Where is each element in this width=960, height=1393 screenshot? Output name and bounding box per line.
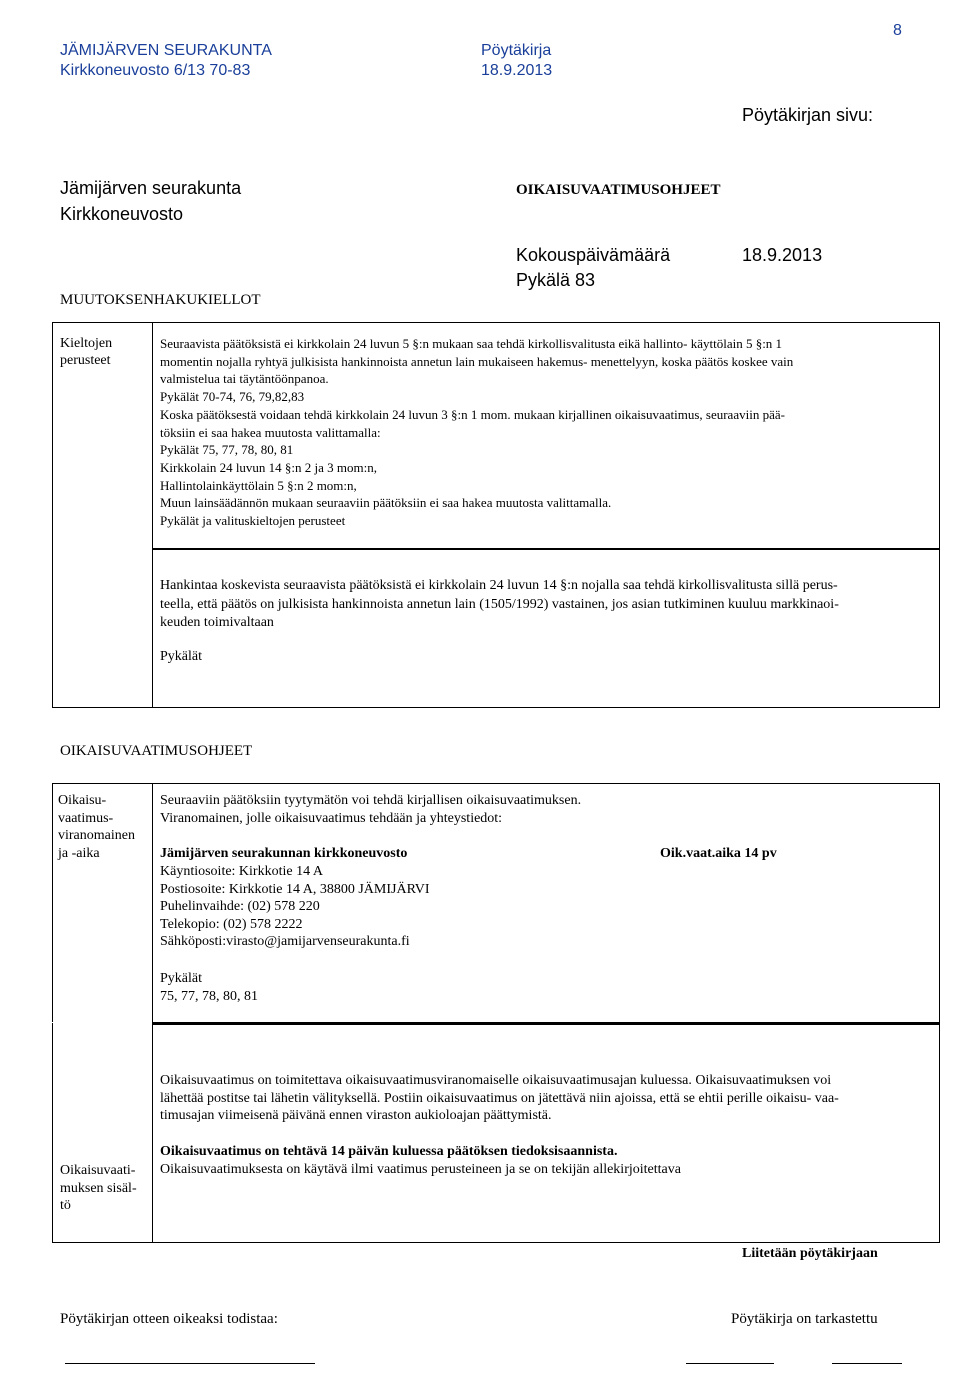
attachment-note: Liitetään pöytäkirjaan xyxy=(742,1246,878,1261)
contact-line: Telekopio: (02) 578 2222 xyxy=(160,916,303,932)
appeal-side-line: viranomainen xyxy=(58,828,135,843)
deadline-note: Oikaisuvaatimus on tehtävä 14 päivän kuluessa päätöksen tiedoksisaannista. xyxy=(160,1144,618,1159)
page-label: Pöytäkirjan sivu: xyxy=(742,105,874,125)
appeal-box-left xyxy=(52,783,53,1243)
subtitle: MUUTOKSENHAKUKIELLOT xyxy=(60,292,261,308)
procurement-line: teella, että päätös on julkisista hankinnoista annetun lain (1505/1992) vastainen, jos asian tutkiminen kuuluu markkinaoi- xyxy=(160,596,839,612)
box-border-bottom xyxy=(52,707,940,708)
contact-line: Puhelinvaihde: (02) 578 220 xyxy=(160,899,320,914)
contact-line: Käyntiosoite: Kirkkotie 14 A xyxy=(160,864,323,879)
prohibitions-line: Koska päätöksestä voidaan tehdä kirkkolain 24 luvun 3 §:n 1 mom. mukaan kirjallinen oikaisuvaatimus, seuraaviin pää- xyxy=(160,406,785,422)
box-divider xyxy=(152,322,153,708)
appeal-box-top xyxy=(52,783,940,784)
appeal-sections: 75, 77, 78, 80, 81 xyxy=(160,989,258,1004)
procurement-sections: Pykälät xyxy=(160,649,202,664)
procurement-line: keuden toimivaltaan xyxy=(160,615,274,630)
appeal-box-right xyxy=(939,783,940,1243)
prohibitions-label-1: Kieltojen xyxy=(60,336,113,351)
appeal-sections-label: Pykälät xyxy=(160,971,202,986)
header-doc-type: Pöytäkirja xyxy=(481,42,552,59)
appeal-heading: OIKAISUVAATIMUSOHJEET xyxy=(60,743,253,759)
appeal-box-divider xyxy=(152,783,153,1243)
header-meeting: Kirkkoneuvosto 6/13 70-83 xyxy=(60,62,251,79)
org-name: Jämijärven seurakunta xyxy=(60,178,242,198)
page-number: 8 xyxy=(893,22,902,39)
box-border-left xyxy=(52,322,53,708)
prohibitions-line: Seuraavista päätöksistä ei kirkkolain 24 luvun 5 §:n mukaan saa tehdä kirkollisvalitusta eikä hallinto- käyttölain 5 §:n 1 xyxy=(160,336,783,351)
initials-line-2 xyxy=(832,1363,902,1364)
delivery-line: lähettää postitse tai lähetin välityksellä. Postiin oikaisuvaatimus on jätettävä niin ajoissa, että se ehtii perille oikaisu- vaa- xyxy=(160,1090,839,1106)
contact-line: Postiosoite: Kirkkotie 14 A, 38800 JÄMIJÄRVI xyxy=(160,881,430,897)
signature-line xyxy=(65,1363,315,1364)
prohibitions-line: valmistelua tai täytäntöönpanoa. xyxy=(160,371,329,387)
initials-line-1 xyxy=(686,1363,774,1364)
content-note: Oikaisuvaatimuksesta on käytävä ilmi vaatimus perusteineen ja se on tekijän allekirjoitettava xyxy=(160,1162,681,1177)
prohibitions-line: Hallintolainkäyttölain 5 §:n 2 mom:n, xyxy=(160,477,357,493)
content-side-line: Oikaisuvaati- xyxy=(60,1163,136,1178)
checked-label: Pöytäkirja on tarkastettu xyxy=(731,1311,878,1327)
doc-title: OIKAISUVAATIMUSOHJEET xyxy=(516,182,721,198)
prohibitions-line: Pykälät 75, 77, 78, 80, 81 xyxy=(160,442,294,458)
board-name: Kirkkoneuvosto xyxy=(60,204,184,224)
prohibitions-line: Muun lainsäädännön mukaan seuraaviin päätöksiin ei saa hakea muutosta valittamalla. xyxy=(160,495,612,511)
appeal-side-line: ja -aika xyxy=(58,845,100,861)
prohibitions-label-2: perusteet xyxy=(60,353,111,368)
content-side-line: tö xyxy=(60,1198,71,1213)
box-border-right xyxy=(939,322,940,708)
appeal-side-line: vaatimus- xyxy=(58,810,114,826)
prohibitions-line: momentin nojalla ryhtyä julkisista hankinnoista annetun lain mukaiseen hakemus- menettelyyn, koska päätös koskee vain xyxy=(160,353,794,369)
certify-label: Pöytäkirjan otteen oikeaksi todistaa: xyxy=(60,1311,278,1327)
appeal-side-line: Oikaisu- xyxy=(58,793,107,808)
prohibitions-line: Pykälät 70-74, 76, 79,82,83 xyxy=(160,389,305,405)
delivery-line: Oikaisuvaatimus on toimitettava oikaisuvaatimusviranomaiselle oikaisuvaatimusajan kuluessa. Oikaisuvaatimuksen voi xyxy=(160,1073,832,1088)
appeal-intro-line: Viranomainen, jolle oikaisuvaatimus tehdään ja yhteystiedot: xyxy=(160,810,503,826)
appeal-intro-line: Seuraaviin päätöksiin tyytymätön voi tehdä kirjallisen oikaisuvaatimuksen. xyxy=(160,793,582,808)
prohibitions-line: Pykälät ja valituskieltojen perusteet xyxy=(160,513,346,528)
contact-line: Sähköposti:virasto@jamijarvenseurakunta.fi xyxy=(160,934,410,949)
authority-name: Jämijärven seurakunnan kirkkoneuvosto xyxy=(160,846,408,861)
content-side-line: muksen sisäl- xyxy=(60,1180,137,1196)
box-border-top xyxy=(52,322,940,323)
prohibitions-line: töksiin ei saa hakea muutosta valittamalla: xyxy=(160,424,381,440)
section-number: Pykälä 83 xyxy=(516,270,596,290)
box-separator xyxy=(152,548,940,550)
meeting-date-label: Kokouspäivämäärä xyxy=(516,245,671,265)
procurement-line: Hankintaa koskevista seuraavista päätöksistä ei kirkkolain 24 luvun 14 §:n nojalla saa tehdä kirkollisvalitusta sillä perus- xyxy=(160,578,838,593)
prohibitions-line: Kirkkolain 24 luvun 14 §:n 2 ja 3 mom:n, xyxy=(160,459,378,475)
appeal-deadline: Oik.vaat.aika 14 pv xyxy=(660,846,777,861)
header-date: 18.9.2013 xyxy=(481,62,553,79)
header-org: JÄMIJÄRVEN SEURAKUNTA xyxy=(60,42,272,59)
delivery-line: timusajan viimeisenä päivänä ennen viraston aukioloajan päättymistä. xyxy=(160,1108,552,1123)
meeting-date: 18.9.2013 xyxy=(742,245,823,265)
appeal-box-bottom xyxy=(52,1242,940,1243)
appeal-box-separator xyxy=(152,1022,940,1025)
